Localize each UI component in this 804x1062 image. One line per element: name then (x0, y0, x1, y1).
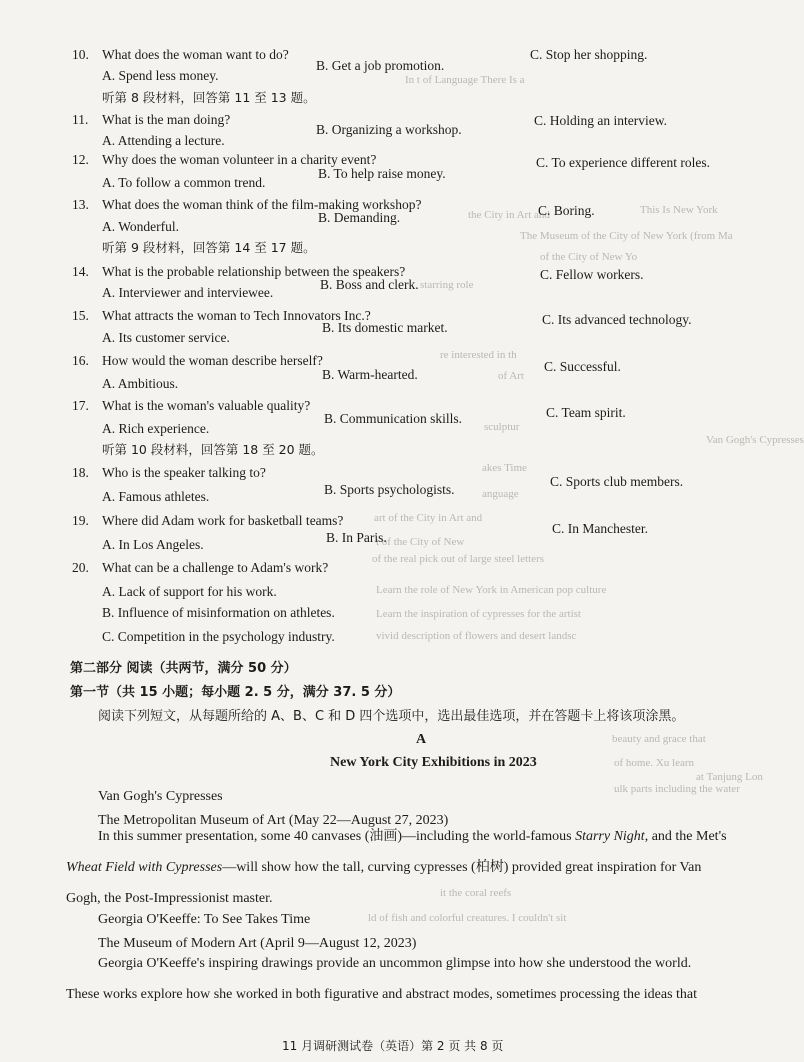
bleed-text: beauty and grace that (612, 733, 706, 745)
question-15-stem: 15. What attracts the woman to Tech Innovators Inc.? (72, 308, 371, 323)
bleed-text: ulk parts including the water (614, 783, 740, 795)
question-20-option-c: C. Competition in the psychology industry. (102, 629, 335, 644)
bleed-text: starring role (420, 279, 474, 291)
question-16-stem: 16. How would the woman describe herself? (72, 353, 323, 368)
question-13-stem: 13. What does the woman think of the film-making workshop? (72, 197, 422, 212)
exhibition-venue: The Metropolitan Museum of Art (May 22—August 27, 2023) (98, 813, 449, 828)
question-20-option-b: B. Influence of misinformation on athletes. (102, 605, 335, 620)
reading-directions: 阅读下列短文，从每题所给的 A、B、C 和 D 四个选项中，选出最佳选项，并在答题卡上将该项涂黑。 (98, 709, 685, 724)
question-12-stem: 12. Why does the woman volunteer in a charity event? (72, 152, 377, 167)
question-20-option-a: A. Lack of support for his work. (102, 584, 277, 599)
bleed-text: re interested in th (440, 349, 517, 361)
question-15-option-c: C. Its advanced technology. (542, 312, 692, 327)
question-13-option-c: C. Boring. (538, 203, 595, 218)
part-heading: 第二部分 阅读（共两节，满分 50 分） (70, 661, 297, 676)
exhibition-description: Georgia O'Keeffe's inspiring drawings provide an uncommon glimpse into how she understood the world. These works explore how she worked in both figurative and abstract modes, sometimes processing the ideas that (66, 956, 698, 1002)
bleed-text: the City in Art and (468, 209, 550, 221)
listening-instruction: 听第 10 段材料，回答第 18 至 20 题。 (102, 442, 324, 457)
question-14-option-a: A. Interviewer and interviewee. (102, 285, 274, 300)
bleed-text: of the real pick out of large steel letters (372, 553, 545, 565)
question-17-option-a: A. Rich experience. (102, 421, 210, 436)
bleed-text: of the City of New Yo (540, 251, 638, 263)
question-14-option-c: C. Fellow workers. (540, 267, 644, 282)
listening-instruction: 听第 9 段材料，回答第 14 至 17 题。 (102, 240, 316, 255)
question-10-stem: 10. What does the woman want to do? (72, 47, 289, 62)
question-12-option-b: B. To help raise money. (318, 166, 446, 181)
question-19-option-c: C. In Manchester. (552, 521, 648, 536)
bleed-text: The Museum of the City of New York (from Ma (520, 230, 733, 242)
bleed-text: Van Gogh's Cypresses (706, 434, 804, 446)
exhibition-name: Georgia O'Keeffe: To See Takes Time (98, 912, 311, 927)
question-11-option-a: A. Attending a lecture. (102, 133, 225, 148)
bleed-text: of Art (498, 370, 524, 382)
question-10-option-c: C. Stop her shopping. (530, 47, 648, 62)
bleed-text: akes Time (482, 462, 527, 474)
bleed-text: it the coral reefs (440, 887, 512, 899)
question-10-option-b: B. Get a job promotion. (316, 58, 445, 73)
question-14-option-b: B. Boss and clerk. (320, 277, 419, 292)
bleed-text: This Is New York (640, 204, 718, 216)
bleed-text: Learn the role of New York in American pop culture (376, 584, 607, 596)
bleed-text: sculptur (484, 421, 520, 433)
question-13-option-a: A. Wonderful. (102, 219, 180, 234)
exhibition-name: Van Gogh's Cypresses (98, 789, 223, 804)
question-17-option-c: C. Team spirit. (546, 405, 626, 420)
question-17-stem: 17. What is the woman's valuable quality? (72, 398, 311, 413)
question-18-option-b: B. Sports psychologists. (324, 482, 455, 497)
bleed-text: ld of fish and colorful creatures. I couldn't sit (368, 912, 567, 924)
bleed-text: Learn the inspiration of cypresses for the artist (376, 608, 581, 620)
passage-letter: A (416, 732, 427, 747)
bleed-text: anguage (482, 488, 519, 500)
question-11-stem: 11. What is the man doing? (72, 112, 231, 127)
question-19-option-a: A. In Los Angeles. (102, 537, 204, 552)
listening-instruction: 听第 8 段材料，回答第 11 至 13 题。 (102, 90, 316, 105)
bleed-text: In t of Language There Is a (405, 74, 525, 86)
bleed-text: at Tanjung Lon (696, 771, 763, 783)
question-17-option-b: B. Communication skills. (324, 411, 463, 426)
question-19-option-b: B. In Paris. (326, 530, 387, 545)
question-15-option-b: B. Its domestic market. (322, 320, 448, 335)
question-11-option-b: B. Organizing a workshop. (316, 122, 462, 137)
question-16-option-a: A. Ambitious. (102, 376, 179, 391)
question-18-option-a: A. Famous athletes. (102, 489, 210, 504)
bleed-text: of home. Xu learn (614, 757, 695, 769)
passage-title: New York City Exhibitions in 2023 (330, 755, 537, 770)
question-10-option-a: A. Spend less money. (102, 68, 219, 83)
section-heading: 第一节（共 15 小题；每小题 2. 5 分，满分 37. 5 分） (70, 685, 401, 700)
question-18-stem: 18. Who is the speaker talking to? (72, 465, 266, 480)
question-19-stem: 19. Where did Adam work for basketball teams? (72, 513, 344, 528)
bleed-text: art of the City in Art and (374, 512, 483, 524)
question-16-option-b: B. Warm-hearted. (322, 367, 418, 382)
question-16-option-c: C. Successful. (544, 359, 621, 374)
question-15-option-a: A. Its customer service. (102, 330, 230, 345)
bleed-text: vivid description of flowers and desert landsc (376, 630, 577, 642)
question-11-option-c: C. Holding an interview. (534, 113, 667, 128)
question-14-stem: 14. What is the probable relationship between the speakers? (72, 264, 406, 279)
question-12-option-a: A. To follow a common trend. (102, 175, 266, 190)
bleed-text: t of the City of New (376, 536, 465, 548)
exhibition-venue: The Museum of Modern Art (April 9—August 12, 2023) (98, 936, 417, 951)
question-18-option-c: C. Sports club members. (550, 474, 684, 489)
page-footer: 11 月调研测试卷（英语）第 2 页 共 8 页 (282, 1039, 504, 1053)
exhibition-description: In this summer presentation, some 40 canvases (油画)—including the world-famous Starry Night, and the Met's Wheat Field with Cypresses—will show how the tall, curving cypresses (柏树) provided great inspiration for Van Gogh, the Post-Impressionist master. (66, 829, 727, 906)
question-12-option-c: C. To experience different roles. (536, 155, 710, 170)
question-13-option-b: B. Demanding. (318, 210, 401, 225)
question-20-stem: 20. What can be a challenge to Adam's work? (72, 560, 329, 575)
